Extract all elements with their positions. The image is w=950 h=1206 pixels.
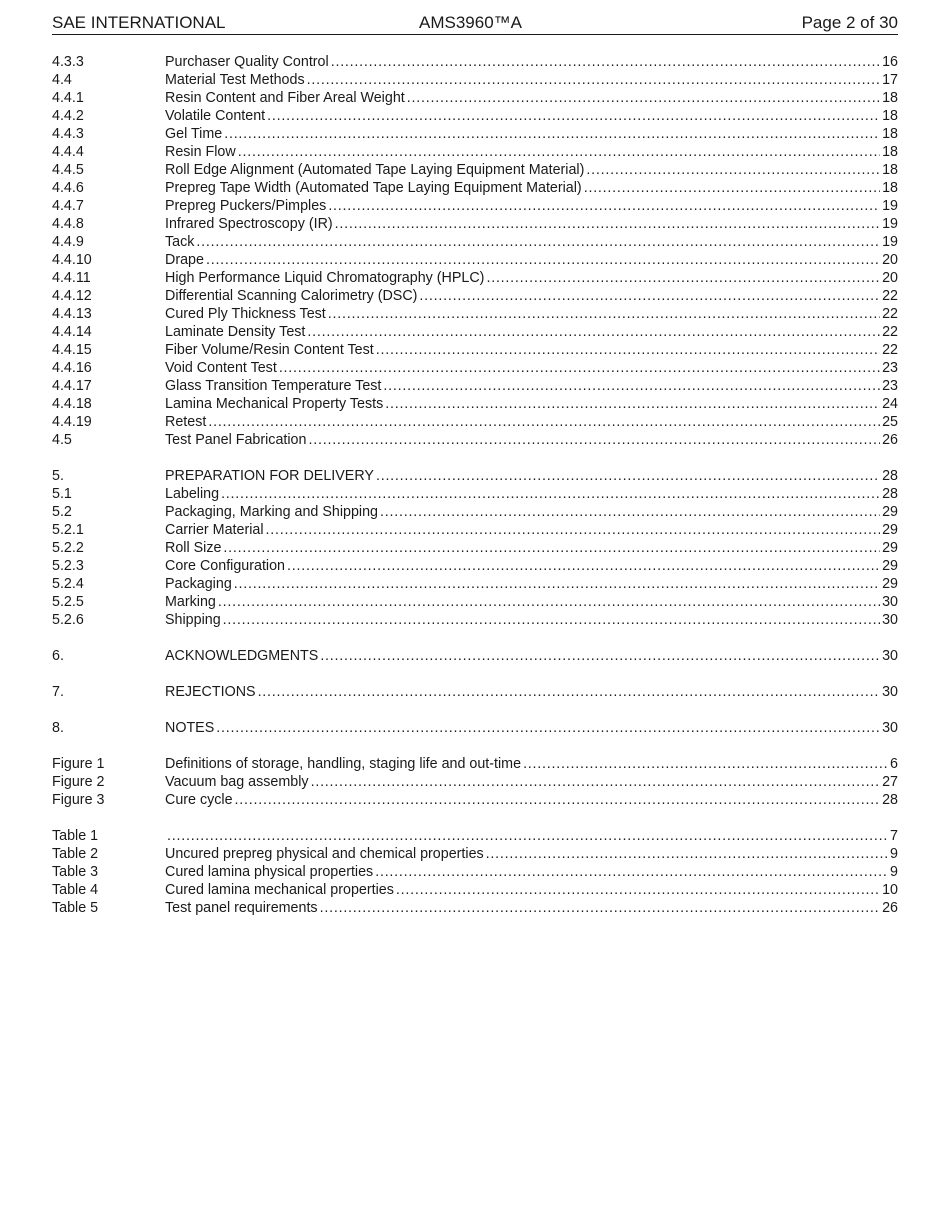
toc-entry[interactable] — [52, 611, 898, 629]
dot-leader — [224, 125, 880, 143]
toc-entry-page: 7 — [890, 828, 898, 844]
toc-entry-page: 10 — [882, 882, 898, 898]
toc-entry-title-line — [165, 881, 882, 899]
dot-leader — [328, 305, 880, 323]
toc-entry[interactable] — [52, 305, 898, 323]
toc-entry-number: Figure 1 — [52, 756, 105, 772]
toc-entry-title-line — [165, 863, 890, 881]
toc-entry-title: NOTES — [165, 720, 215, 736]
toc-entry[interactable] — [52, 125, 898, 143]
dot-leader — [486, 269, 880, 287]
toc-entry[interactable] — [52, 557, 898, 575]
toc-entry-title: Retest — [165, 414, 207, 430]
toc-entry-title: Cured lamina physical properties — [165, 864, 374, 880]
toc-entry[interactable] — [52, 521, 898, 539]
toc-entry-title-line — [165, 503, 882, 521]
toc-entry-title: ACKNOWLEDGMENTS — [165, 648, 319, 664]
toc-entry-page: 19 — [882, 216, 898, 232]
toc-entry-number: 4.4.16 — [52, 360, 92, 376]
toc-entry-title-line — [165, 287, 882, 305]
dot-leader — [234, 575, 880, 593]
dot-leader — [287, 557, 880, 575]
toc-entry-page: 29 — [882, 558, 898, 574]
toc-entry[interactable] — [52, 575, 898, 593]
toc-entry-title-line — [165, 251, 882, 269]
toc-entry-number: 4.4.11 — [52, 270, 91, 286]
toc-entry-number: 4.4.14 — [52, 324, 92, 340]
toc-entry[interactable] — [52, 845, 898, 863]
organization-name: SAE INTERNATIONAL — [52, 13, 226, 32]
toc-entry[interactable] — [52, 899, 898, 917]
toc-entry-page: 28 — [882, 792, 898, 808]
dot-leader — [331, 53, 880, 71]
toc-entry[interactable] — [52, 395, 898, 413]
toc-entry-title-line — [165, 755, 890, 773]
toc-entry-title-line — [165, 683, 882, 701]
toc-entry-number: 4.4.19 — [52, 414, 92, 430]
toc-entry[interactable] — [52, 881, 898, 899]
toc-entry-number: 4.4.5 — [52, 162, 84, 178]
dot-leader — [376, 341, 880, 359]
toc-entry-title-line — [165, 719, 882, 737]
toc-entry-title: Core Configuration — [165, 558, 286, 574]
toc-entry[interactable] — [52, 107, 898, 125]
dot-leader — [396, 881, 880, 899]
toc-entry-page: 23 — [882, 360, 898, 376]
toc-entry-title: REJECTIONS — [165, 684, 256, 700]
toc-entry-title-line — [165, 53, 882, 71]
toc-entry-page: 19 — [882, 234, 898, 250]
toc-entry-page: 20 — [882, 270, 898, 286]
toc-entry-page: 29 — [882, 540, 898, 556]
dot-leader — [206, 251, 880, 269]
toc-entry-title: Infrared Spectroscopy (IR) — [165, 216, 333, 232]
toc-entry-number: 4.4.4 — [52, 144, 84, 160]
toc-entry-page: 29 — [882, 576, 898, 592]
toc-entry-number: 4.4.15 — [52, 342, 92, 358]
toc-entry-number: Table 5 — [52, 900, 99, 916]
toc-entry-page: 30 — [882, 720, 898, 736]
toc-entry-number: 5.2.3 — [52, 558, 84, 574]
dot-leader — [218, 593, 880, 611]
toc-entry-title: Roll Edge Alignment (Automated Tape Laying Equipment Material) — [165, 162, 585, 178]
toc-entry-title: Resin Content and Fiber Areal Weight — [165, 90, 405, 106]
toc-entry-title: Glass Transition Temperature Test — [165, 378, 382, 394]
toc-entry-title: Packaging — [165, 576, 232, 592]
toc-entry-title-line — [165, 161, 882, 179]
toc-entry-page: 29 — [882, 504, 898, 520]
toc-entry-page: 18 — [882, 108, 898, 124]
toc-entry-number: 5.2.6 — [52, 612, 84, 628]
dot-leader — [320, 647, 880, 665]
dot-leader — [279, 359, 880, 377]
toc-entry-title: Gel Time — [165, 126, 223, 142]
toc-entry[interactable] — [52, 647, 898, 665]
toc-entry-title-line — [165, 827, 890, 845]
dot-leader — [267, 107, 880, 125]
page-header — [52, 12, 898, 35]
toc-entry-page: 24 — [882, 396, 898, 412]
toc-entry-page: 17 — [882, 72, 898, 88]
page-number: Page 2 of 30 — [801, 13, 898, 32]
toc-entry-number: 5.2 — [52, 504, 72, 520]
toc-entry-number: 4.4.8 — [52, 216, 84, 232]
toc-entry-page: 28 — [882, 468, 898, 484]
toc-entry[interactable] — [52, 377, 898, 395]
toc-entry-page: 19 — [882, 198, 898, 214]
toc-entry-title: Labeling — [165, 486, 220, 502]
toc-entry-title: Tack — [165, 234, 195, 250]
toc-entry-title-line — [165, 899, 882, 917]
dot-leader — [586, 161, 880, 179]
toc-entry-number: Table 4 — [52, 882, 99, 898]
toc-entry-title-line — [165, 521, 882, 539]
toc-entry-number: 4.4.1 — [52, 90, 84, 106]
toc-entry-title-line — [165, 485, 882, 503]
toc-entry-page: 22 — [882, 324, 898, 340]
toc-entry-number: Table 2 — [52, 846, 99, 862]
toc-entry-title-line — [165, 845, 890, 863]
dot-leader — [221, 485, 880, 503]
dot-leader — [167, 827, 888, 845]
toc-entry-title: Prepreg Puckers/Pimples — [165, 198, 327, 214]
dot-leader — [523, 755, 888, 773]
toc-entry-title-line — [165, 467, 882, 485]
toc-entry-number: 5.2.2 — [52, 540, 84, 556]
toc-entry-title: Drape — [165, 252, 204, 268]
toc-entry-number: 4.4.18 — [52, 396, 92, 412]
toc-entry-number: 4.4.10 — [52, 252, 92, 268]
toc-entry-title: High Performance Liquid Chromatography (HPLC) — [165, 270, 485, 286]
toc-entry-page: 30 — [882, 648, 898, 664]
toc-entry-title: Laminate Density Test — [165, 324, 306, 340]
toc-entry-title-line — [165, 395, 882, 413]
toc-entry-page: 26 — [882, 900, 898, 916]
toc-entry[interactable] — [52, 53, 898, 71]
dot-leader — [385, 395, 880, 413]
toc-entry-title: Resin Flow — [165, 144, 236, 160]
toc-entry-title-line — [165, 413, 882, 431]
dot-leader — [375, 863, 888, 881]
toc-entry[interactable] — [52, 539, 898, 557]
toc-entry-title-line — [165, 647, 882, 665]
toc-entry-title-line — [165, 593, 882, 611]
toc-entry-title: Uncured prepreg physical and chemical properties — [165, 846, 484, 862]
toc-entry[interactable] — [52, 71, 898, 89]
toc-entry-title-line — [165, 215, 882, 233]
toc-entry-page: 9 — [890, 864, 898, 880]
toc-entry[interactable] — [52, 485, 898, 503]
toc-entry-number: Table 3 — [52, 864, 99, 880]
toc-entry-number: 5. — [52, 468, 64, 484]
toc-entry[interactable] — [52, 89, 898, 107]
toc-entry[interactable] — [52, 323, 898, 341]
toc-entry-number: 7. — [52, 684, 64, 700]
dot-leader — [328, 197, 880, 215]
toc-entry-page: 18 — [882, 144, 898, 160]
toc-entry-title-line — [165, 773, 882, 791]
toc-entry[interactable] — [52, 269, 898, 287]
toc-entry-title-line — [165, 791, 882, 809]
toc-entry-page: 23 — [882, 378, 898, 394]
toc-entry-title-line — [165, 71, 882, 89]
toc-entry-number: 4.4.13 — [52, 306, 92, 322]
toc-entry-page: 28 — [882, 486, 898, 502]
toc-entry-number: Table 1 — [52, 828, 99, 844]
dot-leader — [258, 683, 881, 701]
toc-entry[interactable] — [52, 287, 898, 305]
toc-entry-title: Lamina Mechanical Property Tests — [165, 396, 384, 412]
toc-entry[interactable] — [52, 593, 898, 611]
toc-entry-number: 4.5 — [52, 432, 72, 448]
toc-entry[interactable] — [52, 341, 898, 359]
toc-entry-title: Marking — [165, 594, 216, 610]
toc-entry-number: 4.4.2 — [52, 108, 84, 124]
dot-leader — [235, 791, 881, 809]
toc-entry[interactable] — [52, 431, 898, 449]
toc-entry-title: Purchaser Quality Control — [165, 54, 329, 70]
toc-entry-page: 26 — [882, 432, 898, 448]
toc-entry-number: 5.2.4 — [52, 576, 84, 592]
dot-leader — [584, 179, 880, 197]
toc-entry-page: 30 — [882, 684, 898, 700]
toc-entry-number: 5.2.1 — [52, 522, 84, 538]
dot-leader — [223, 611, 880, 629]
toc-entry[interactable] — [52, 503, 898, 521]
toc-entry[interactable] — [52, 251, 898, 269]
dot-leader — [486, 845, 888, 863]
toc-entry[interactable] — [52, 233, 898, 251]
toc-entry-title: Fiber Volume/Resin Content Test — [165, 342, 374, 358]
toc-entry[interactable] — [52, 791, 898, 809]
toc-entry-number: 6. — [52, 648, 64, 664]
toc-entry-title: Test Panel Fabrication — [165, 432, 307, 448]
toc-entry-page: 20 — [882, 252, 898, 268]
toc-entry-title-line — [165, 107, 882, 125]
dot-leader — [307, 323, 880, 341]
table-of-contents — [52, 53, 898, 917]
toc-entry-number: 4.4.9 — [52, 234, 84, 250]
toc-entry-page: 30 — [882, 594, 898, 610]
toc-entry-number: Figure 3 — [52, 792, 105, 808]
toc-entry-title: PREPARATION FOR DELIVERY — [165, 468, 374, 484]
toc-entry-title-line — [165, 89, 882, 107]
document-number: AMS3960™A — [419, 13, 522, 32]
toc-entry[interactable] — [52, 413, 898, 431]
dot-leader — [376, 467, 880, 485]
toc-entry-title-line — [165, 575, 882, 593]
toc-entry-title: Test panel requirements — [165, 900, 318, 916]
dot-leader — [307, 71, 881, 89]
toc-entry-title-line — [165, 611, 882, 629]
toc-entry-title-line — [165, 323, 882, 341]
dot-leader — [320, 899, 881, 917]
toc-entry[interactable] — [52, 467, 898, 485]
toc-entry-title: Cure cycle — [165, 792, 233, 808]
dot-leader — [380, 503, 880, 521]
toc-entry-title: Roll Size — [165, 540, 222, 556]
toc-entry[interactable] — [52, 719, 898, 737]
toc-entry-number: 4.4 — [52, 72, 72, 88]
toc-entry-page: 29 — [882, 522, 898, 538]
toc-entry-page: 22 — [882, 306, 898, 322]
toc-entry[interactable] — [52, 143, 898, 161]
toc-entry-title: Packaging, Marking and Shipping — [165, 504, 379, 520]
toc-entry[interactable] — [52, 863, 898, 881]
toc-entry[interactable] — [52, 683, 898, 701]
toc-entry[interactable] — [52, 773, 898, 791]
dot-leader — [383, 377, 880, 395]
dot-leader — [419, 287, 880, 305]
toc-entry-title-line — [165, 377, 882, 395]
toc-entry-number: 4.4.3 — [52, 126, 84, 142]
toc-entry-page: 22 — [882, 342, 898, 358]
toc-entry-title-line — [165, 305, 882, 323]
toc-entry-page: 6 — [890, 756, 898, 772]
toc-entry-page: 18 — [882, 90, 898, 106]
toc-entry-page: 30 — [882, 612, 898, 628]
toc-entry-title: Differential Scanning Calorimetry (DSC) — [165, 288, 418, 304]
toc-entry-title: Material Test Methods — [165, 72, 305, 88]
toc-entry-title: Void Content Test — [165, 360, 277, 376]
toc-entry-title-line — [165, 233, 882, 251]
toc-entry-title-line — [165, 179, 882, 197]
toc-entry-title-line — [165, 359, 882, 377]
dot-leader — [216, 719, 880, 737]
dot-leader — [311, 773, 881, 791]
toc-entry-number: 4.4.17 — [52, 378, 92, 394]
toc-entry-page: 16 — [882, 54, 898, 70]
toc-entry-title-line — [165, 557, 882, 575]
dot-leader — [407, 89, 880, 107]
toc-entry[interactable] — [52, 359, 898, 377]
toc-entry-title-line — [165, 539, 882, 557]
toc-entry-number: 4.3.3 — [52, 54, 84, 70]
toc-entry-title: Prepreg Tape Width (Automated Tape Laying Equipment Material) — [165, 180, 582, 196]
toc-entry-title-line — [165, 269, 882, 287]
toc-entry-title: Definitions of storage, handling, staging life and out-time — [165, 756, 522, 772]
toc-entry-title-line — [165, 341, 882, 359]
dot-leader — [335, 215, 880, 233]
toc-entry-title-line — [165, 125, 882, 143]
toc-entry-number: 5.2.5 — [52, 594, 84, 610]
toc-entry-title: Volatile Content — [165, 108, 266, 124]
toc-entry[interactable] — [52, 215, 898, 233]
toc-entry-page: 18 — [882, 180, 898, 196]
dot-leader — [208, 413, 880, 431]
toc-entry-title: Cured Ply Thickness Test — [165, 306, 326, 322]
toc-entry-number: 4.4.6 — [52, 180, 84, 196]
toc-entry[interactable] — [52, 161, 898, 179]
toc-entry-page: 25 — [882, 414, 898, 430]
toc-entry-title: Cured lamina mechanical properties — [165, 882, 394, 898]
toc-entry-title: Carrier Material — [165, 522, 264, 538]
dot-leader — [238, 143, 880, 161]
toc-entry[interactable] — [52, 827, 898, 845]
dot-leader — [196, 233, 880, 251]
toc-entry-title-line — [165, 197, 882, 215]
toc-entry-number: 8. — [52, 720, 64, 736]
dot-leader — [223, 539, 880, 557]
toc-entry-page: 18 — [882, 162, 898, 178]
toc-entry-number: 5.1 — [52, 486, 72, 502]
toc-entry-title-line — [165, 431, 882, 449]
toc-entry-number: 4.4.7 — [52, 198, 84, 214]
dot-leader — [308, 431, 880, 449]
toc-entry-page: 27 — [882, 774, 898, 790]
toc-entry-title: Shipping — [165, 612, 221, 628]
toc-entry-page: 18 — [882, 126, 898, 142]
toc-entry-title: Vacuum bag assembly — [165, 774, 309, 790]
toc-entry-title-line — [165, 143, 882, 161]
toc-entry[interactable] — [52, 197, 898, 215]
toc-entry[interactable] — [52, 179, 898, 197]
toc-entry-page: 22 — [882, 288, 898, 304]
toc-entry-page: 9 — [890, 846, 898, 862]
toc-entry-number: Figure 2 — [52, 774, 105, 790]
toc-entry-number: 4.4.12 — [52, 288, 92, 304]
dot-leader — [266, 521, 881, 539]
toc-entry[interactable] — [52, 755, 898, 773]
